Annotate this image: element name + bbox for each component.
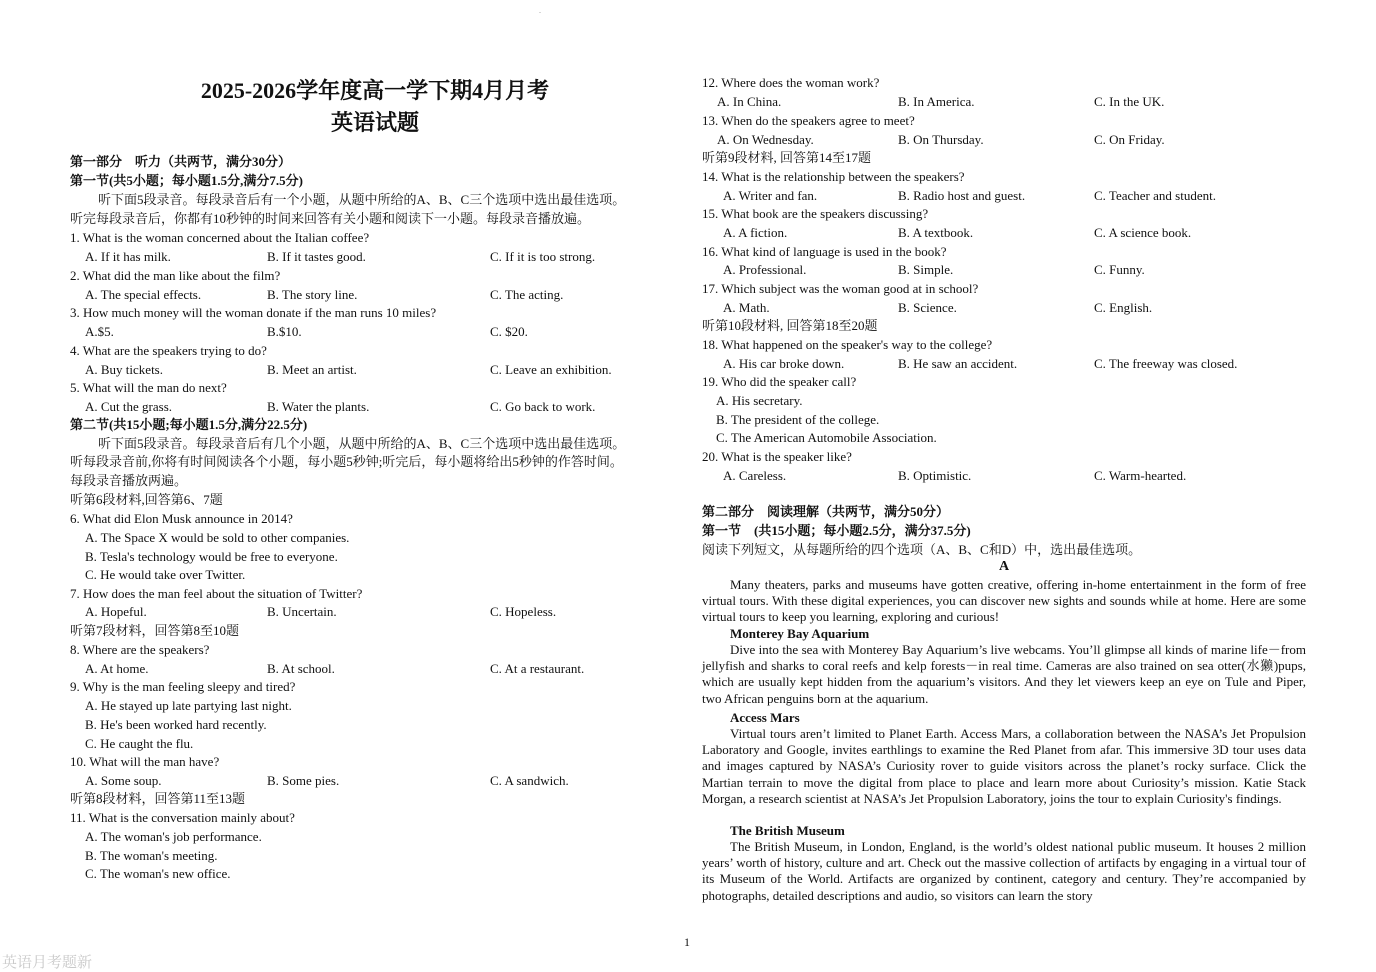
option-13a: A. On Wednesday. <box>717 132 814 147</box>
option-11a: A. The woman's job performance. <box>85 829 262 844</box>
option-11c: C. The woman's new office. <box>85 866 231 881</box>
question-1: 1. What is the woman concerned about the Italian coffee? <box>70 230 370 245</box>
option-5c: C. Go back to work. <box>490 399 596 414</box>
watermark: 英语月考题新 <box>2 953 93 971</box>
part1-sec2-instruction-3: 每段录音播放两遍。 <box>70 473 188 488</box>
question-20: 20. What is the speaker like? <box>702 449 852 464</box>
question-3: 3. How much money will the woman donate if the man runs 10 miles? <box>70 305 437 320</box>
material-9-label: 听第9段材料, 回答第14至17题 <box>702 150 872 165</box>
material-7-label: 听第7段材料，回答第8至10题 <box>70 623 240 638</box>
option-9a: A. He stayed up late partying last night. <box>85 698 292 713</box>
exam-subtitle: 英语试题 <box>330 110 419 135</box>
option-10b: B. Some pies. <box>267 773 340 788</box>
option-18b: B. He saw an accident. <box>898 356 1018 371</box>
question-10: 10. What will the man have? <box>70 754 220 769</box>
question-5: 5. What will the man do next? <box>70 380 227 395</box>
option-2c: C. The acting. <box>490 287 564 302</box>
part1-sec1-instruction-2: 听完每段录音后，你都有10秒钟的时间来回答有关小题和阅读下一小题。每段录音播放遍。 <box>70 211 591 226</box>
option-6a: A. The Space X would be sold to other companies. <box>85 530 350 545</box>
passage-heading-museum: The British Museum <box>730 823 845 838</box>
option-15c: C. A science book. <box>1094 225 1192 240</box>
part1-sec2-heading: 第二节(共15小题;每小题1.5分,满分22.5分) <box>70 417 308 432</box>
passage-heading-mars: Access Mars <box>730 710 800 725</box>
option-1c: C. If it is too strong. <box>490 249 596 264</box>
option-8a: A. At home. <box>85 661 149 676</box>
option-4a: A. Buy tickets. <box>85 362 163 377</box>
option-9b: B. He's been worked hard recently. <box>85 717 267 732</box>
option-5b: B. Water the plants. <box>267 399 370 414</box>
passage-aquarium: Dive into the sea with Monterey Bay Aquarium’s live webcams. You’ll glimpse all kinds of marine life－from jellyfish and sharks to coral reefs and kelp forests－in real time. Cameras are also trained on sea otter(水獭)pups, which are usually kept hidden from the aquarium’s visitors. And they let viewers keep an eye on Tule and Piper, two African penguins born at the aquarium. <box>702 642 1306 706</box>
option-15b: B. A textbook. <box>898 225 974 240</box>
material-6-label: 听第6段材料,回答第6、7题 <box>70 492 223 507</box>
part1-sec2-instruction: 听下面5段录音。每段录音后有几个小题，从题中所给的A、B、C三个选项中选出最佳选项。 <box>98 436 626 451</box>
option-14c: C. Teacher and student. <box>1094 188 1216 203</box>
part1-sec1-heading: 第一节(共5小题；每小题1.5分,满分7.5分) <box>70 173 303 188</box>
option-20c: C. Warm-hearted. <box>1094 468 1187 483</box>
option-8c: C. At a restaurant. <box>490 661 585 676</box>
option-19c: C. The American Automobile Association. <box>716 430 937 445</box>
option-12b: B. In America. <box>898 94 975 109</box>
question-19: 19. Who did the speaker call? <box>702 374 857 389</box>
question-6: 6. What did Elon Musk announce in 2014? <box>70 511 293 526</box>
option-16a: A. Professional. <box>723 262 807 277</box>
option-7b: B. Uncertain. <box>267 604 337 619</box>
part2-heading: 第二部分 阅读理解（共两节，满分50分） <box>702 504 950 519</box>
question-7: 7. How does the man feel about the situation of Twitter? <box>70 586 363 601</box>
option-10c: C. A sandwich. <box>490 773 569 788</box>
passage-label: A <box>998 559 1010 574</box>
header-mark: . <box>539 6 541 15</box>
option-14b: B. Radio host and guest. <box>898 188 1026 203</box>
option-12a: A. In China. <box>717 94 782 109</box>
option-18a: A. His car broke down. <box>723 356 845 371</box>
part1-heading: 第一部分 听力（共两节，满分30分） <box>70 154 292 169</box>
passage-museum: The British Museum, in London, England, is the world’s oldest national public museum. It houses 2 million years’ worth of history, culture and art. Check out the massive collection of artifacts by engaging in a virtual tour of its Museum of the World. Artifacts are organized by continent, category and century. They’re accompanied by photographs, detailed descriptions and audio, so visitors can learn the story <box>702 839 1306 903</box>
option-6b: B. Tesla's technology would be free to everyone. <box>85 549 338 564</box>
option-13c: C. On Friday. <box>1094 132 1165 147</box>
option-18c: C. The freeway was closed. <box>1094 356 1238 371</box>
option-7c: C. Hopeless. <box>490 604 557 619</box>
question-14: 14. What is the relationship between the speakers? <box>702 169 965 184</box>
question-15: 15. What book are the speakers discussing? <box>702 206 929 221</box>
question-17: 17. Which subject was the woman good at in school? <box>702 281 979 296</box>
passage-intro: Many theaters, parks and museums have gotten creative, offering in-home entertainment in the form of free virtual tours. With these digital experiences, you can discover new sights and sounds while at home. Here are some virtual tours to keep you learning, exploring and curious! <box>702 577 1306 625</box>
question-12: 12. Where does the woman work? <box>702 75 880 90</box>
option-10a: A. Some soup. <box>85 773 162 788</box>
page-number: 1 <box>684 935 690 949</box>
option-13b: B. On Thursday. <box>898 132 984 147</box>
option-7a: A. Hopeful. <box>85 604 147 619</box>
option-2b: B. The story line. <box>267 287 358 302</box>
option-1a: A. If it has milk. <box>85 249 171 264</box>
option-4c: C. Leave an exhibition. <box>490 362 612 377</box>
option-3c: C. $20. <box>490 324 528 339</box>
option-4b: B. Meet an artist. <box>267 362 357 377</box>
option-3b: B.$10. <box>267 324 302 339</box>
option-19b: B. The president of the college. <box>716 412 880 427</box>
option-5a: A. Cut the grass. <box>85 399 173 414</box>
question-9: 9. Why is the man feeling sleepy and tired? <box>70 679 296 694</box>
material-8-label: 听第8段材料，回答第11至13题 <box>70 791 246 806</box>
option-16c: C. Funny. <box>1094 262 1145 277</box>
question-16: 16. What kind of language is used in the book? <box>702 244 947 259</box>
option-3a: A.$5. <box>85 324 114 339</box>
part2-instruction: 阅读下列短文，从每题所给的四个选项（A、B、C和D）中，选出最佳选项。 <box>702 542 1142 557</box>
option-17c: C. English. <box>1094 300 1153 315</box>
option-19a: A. His secretary. <box>716 393 803 408</box>
passage-mars: Virtual tours aren’t limited to Planet Earth. Access Mars, a collaboration between the NASA’s Jet Propulsion Laboratory and Google, invites earthlings to examine the Red Planet from afar. This immersive 3D tour uses data and images captured by NASA’s Curiosity rover to guide visitors across the planet’s rocky surface. Click the Martian terrain to move the digital from place to place and learn more about Curiosity’s mission. Katie Stack Morgan, a research scientist at NASA’s Jet Propulsion Laboratory, joins the tour to explain Curiosity's findings. <box>702 726 1306 806</box>
option-17b: B. Science. <box>898 300 957 315</box>
question-4: 4. What are the speakers trying to do? <box>70 343 267 358</box>
option-2a: A. The special effects. <box>85 287 202 302</box>
option-20a: A. Careless. <box>723 468 787 483</box>
question-11: 11. What is the conversation mainly about? <box>70 810 295 825</box>
part1-sec1-instruction: 听下面5段录音。每段录音后有一个小题，从题中所给的A、B、C三个选项中选出最佳选项。 <box>98 192 626 207</box>
option-1b: B. If it tastes good. <box>267 249 366 264</box>
option-17a: A. Math. <box>723 300 770 315</box>
question-2: 2. What did the man like about the film? <box>70 268 281 283</box>
option-11b: B. The woman's meeting. <box>85 848 218 863</box>
part2-sec1-heading: 第一节 (共15小题；每小题2.5分，满分37.5分) <box>702 523 971 538</box>
option-14a: A. Writer and fan. <box>723 188 818 203</box>
material-10-label: 听第10段材料, 回答第18至20题 <box>702 318 878 333</box>
exam-title: 2025-2026学年度高一学下期4月月考 <box>200 78 550 103</box>
part1-sec2-instruction-2: 听每段录音前,你将有时间阅读各个小题，每小题5秒钟;听完后，每小题将给出5秒钟的作答时间。 <box>70 454 623 469</box>
option-16b: B. Simple. <box>898 262 954 277</box>
option-9c: C. He caught the flu. <box>85 736 194 751</box>
option-12c: C. In the UK. <box>1094 94 1165 109</box>
option-20b: B. Optimistic. <box>898 468 972 483</box>
option-8b: B. At school. <box>267 661 335 676</box>
question-18: 18. What happened on the speaker's way to the college? <box>702 337 993 352</box>
option-6c: C. He would take over Twitter. <box>85 567 246 582</box>
passage-heading-aquarium: Monterey Bay Aquarium <box>730 626 870 641</box>
question-13: 13. When do the speakers agree to meet? <box>702 113 915 128</box>
question-8: 8. Where are the speakers? <box>70 642 210 657</box>
option-15a: A. A fiction. <box>723 225 788 240</box>
